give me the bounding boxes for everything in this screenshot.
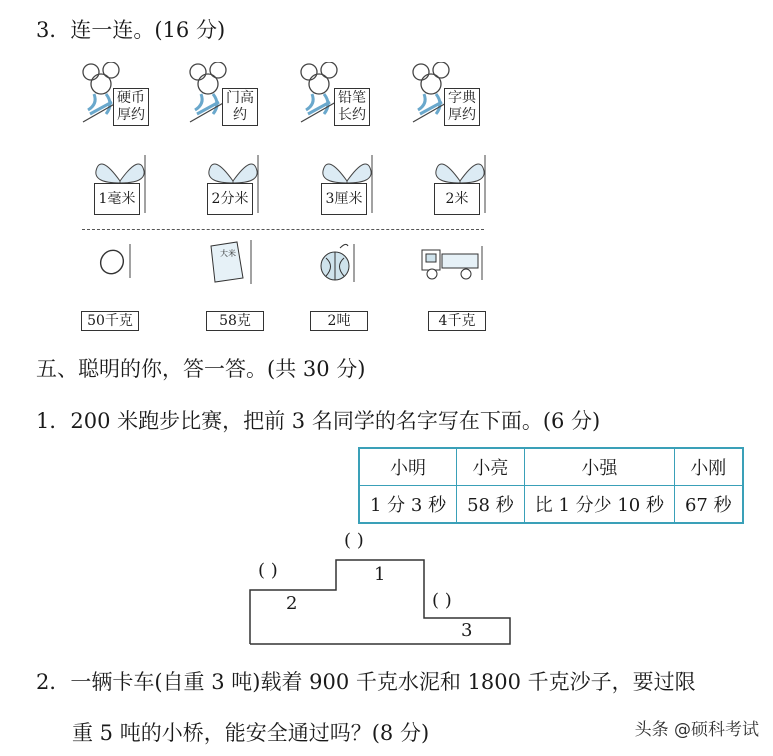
sign-pencil: 铅笔 长约	[334, 88, 370, 126]
time-cell: 58 秒	[457, 486, 525, 524]
name-cell: 小刚	[674, 448, 742, 486]
time-cell: 1 分 3 秒	[359, 486, 457, 524]
name-cell: 小明	[359, 448, 457, 486]
time-cell: 67 秒	[674, 486, 742, 524]
first-place-blank[interactable]: ( )	[344, 530, 364, 551]
rice-bag-icon	[205, 238, 255, 290]
length-card-3: 3厘米	[321, 183, 367, 215]
weight-card-2: 58克	[206, 311, 264, 331]
dotted-divider	[82, 229, 484, 230]
podium-label-2: 2	[286, 593, 298, 614]
rice-bag-label: 大米	[220, 249, 236, 258]
podium-label-1: 1	[374, 564, 386, 585]
question-2-line-2: 重 5 吨的小桥，能安全通过吗？(8 分)	[72, 721, 430, 745]
second-place-blank[interactable]: ( )	[258, 560, 278, 581]
table-header-row	[359, 448, 743, 486]
length-card-4: 2米	[434, 183, 480, 215]
third-place-blank[interactable]: ( )	[432, 590, 452, 611]
question-3-title: 3．连一连。(16 分)	[36, 18, 226, 42]
question-1-text: 1．200 米跑步比赛，把前 3 名同学的名字写在下面。(6 分)	[36, 409, 601, 433]
podium-label-3: 3	[461, 620, 473, 641]
question-2-line-1: 2．一辆卡车(自重 3 吨)载着 900 千克水泥和 1800 千克沙子，要过限	[36, 670, 696, 694]
watermark: 头条 @硕科考试	[634, 720, 759, 740]
weight-card-3: 2吨	[310, 311, 368, 331]
watermelon-icon	[318, 238, 358, 288]
name-cell: 小亮	[457, 448, 525, 486]
length-card-2: 2分米	[207, 183, 253, 215]
truck-icon	[420, 244, 486, 286]
weight-card-1: 50千克	[81, 311, 139, 331]
sign-door: 门高 约	[222, 88, 258, 126]
length-card-1: 1毫米	[94, 183, 140, 215]
table-row	[359, 486, 743, 524]
name-cell: 小强	[524, 448, 674, 486]
sign-coin: 硬币 厚约	[113, 88, 149, 126]
sign-dictionary: 字典 厚约	[444, 88, 480, 126]
section-5-title: 五、聪明的你，答一答。(共 30 分)	[36, 357, 366, 381]
egg-icon	[96, 240, 136, 284]
time-cell: 比 1 分少 10 秒	[524, 486, 674, 524]
race-times-table	[358, 447, 744, 524]
weight-card-4: 4千克	[428, 311, 486, 331]
